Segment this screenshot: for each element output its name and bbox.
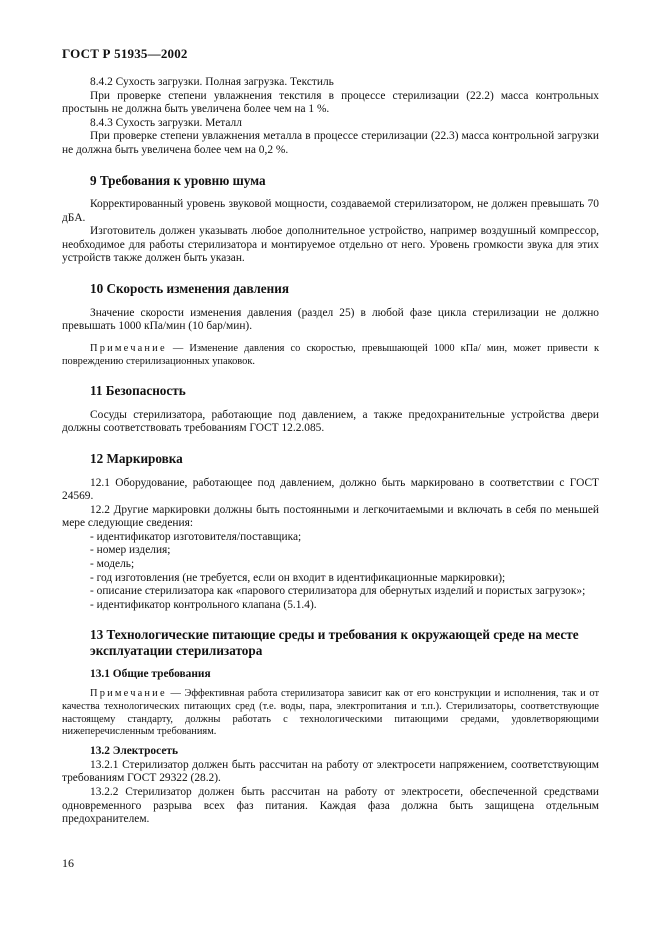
paragraph-842-text: При проверке степени увлажнения текстиля в процессе стерилизации (22.2) масса контрольных простынь не должна быть увеличена более чем на 1 %. [62,89,599,116]
page-header: ГОСТ Р 51935—2002 [62,46,188,61]
section-11-paragraph-1: Сосуды стерилизатора, работающие под давлением, а также предохранительные устройства двери должны соответствовать требованиям ГОСТ 12.2.085. [62,408,599,435]
note-label: Примечание [90,342,167,354]
list-item: - номер изделия; [90,544,171,557]
list-item: - год изготовления (не требуется, если он входит в идентификационные маркировки); [90,571,506,584]
section-13-heading: 13 Технологические питающие среды и требования к окружающей среде на месте эксплуатации стерилизатора [90,627,579,658]
section-10-note [62,343,599,369]
section-13-1-heading: 13.1 Общие требования [90,668,211,681]
section-12-paragraph-1: 12.1 Оборудование, работающее под давлением, должно быть маркировано в соответствии с ГОСТ 24569. [62,476,599,503]
section-9-heading: 9 Требования к уровню шума [90,172,266,188]
list-item: - модель; [90,558,135,571]
section-9-paragraph-2: Изготовитель должен указывать любое дополнительное устройство, например воздушный компрессор, необходимое для работы стерилизатора и монтируемое отдельно от него. Уровень громкости звука для этих устройств также должен быть указан. [62,225,599,265]
section-9-paragraph-1: Корректированный уровень звуковой мощности, создаваемой стерилизатором, не должен превышать 70 дБA. [62,198,599,224]
section-12-paragraph-2: 12.2 Другие маркировки должны быть постоянными и легкочитаемыми и включать в себя по меньшей мере следующие сведения: [62,503,599,530]
paragraph-13-2-1: 13.2.1 Стерилизатор должен быть рассчитан на работу от электросети напряжением, соответствующим требованиям ГОСТ 29322 (28.2). [62,758,599,785]
note-label: Примечание [90,688,167,700]
section-13-1-note [62,688,599,739]
note-text: — Эффективная работа стерилизатора зависит как от его конструкции и исполнения, так и от качества технологических питающих сред (т.е. воды, пара, электропитания и т.п.). Стерилизаторы, соответствующие настоящему стандарту, должны работать с технологическими питающими средами, удовлетворяющими нижеперечисленным требованиям. [62,688,599,738]
section-12-heading: 12 Маркировка [90,451,183,466]
section-13-2-heading: 13.2 Электросеть [90,745,178,758]
section-10-paragraph-1: Значение скорости изменения давления (раздел 25) в любой фазе цикла стерилизации не должно превышать 1000 кПа/мин (10 бар/мин). [62,306,599,333]
paragraph-842-title: 8.4.2 Сухость загрузки. Полная загрузка. Текстиль [90,76,334,88]
list-item: - описание стерилизатора как «парового стерилизатора для обернутых изделий и пористых загрузок»; [90,585,586,598]
list-item: - идентификатор контрольного клапана (5.1.4). [90,598,317,611]
page-number: 16 [62,856,74,870]
list-item: - идентификатор изготовителя/поставщика; [90,530,302,543]
paragraph-843-text: При проверке степени увлажнения металла в процессе стерилизации (22.3) масса контрольной загрузки не должна быть увеличена более чем на 0,2 %. [62,130,599,156]
section-10-heading: 10 Скорость изменения давления [90,281,289,297]
document-body [62,76,599,827]
section-11-heading: 11 Безопасность [90,383,186,399]
note-text: — Изменение давления со скоростью, превышающей 1000 кПа/ мин, может привести к повреждению стерилизационных упаковок. [62,342,599,367]
paragraph-843-title: 8.4.3 Сухость загрузки. Металл [90,116,242,129]
paragraph-13-2-2: 13.2.2 Стерилизатор должен быть рассчитан на работу от электросети, обеспеченной средствами одновременного разрыва всех фаз питания. Каждая фаза должна быть защищена отдельным предохранителем. [62,786,599,826]
